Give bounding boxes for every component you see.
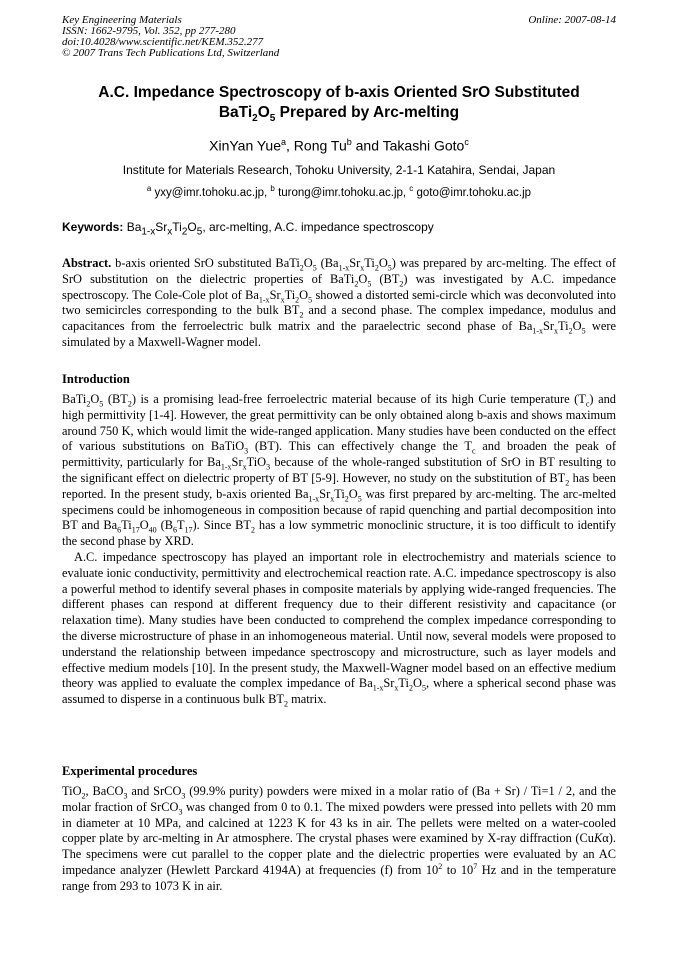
author-name: XinYan Yue bbox=[209, 137, 282, 154]
title-line-2: $BaTi_2O_5$ Prepared by Arc-melting bbox=[218, 104, 460, 125]
abstract bbox=[62, 256, 616, 351]
author-list: XinYan Yue$^a$, Rong Tu$^b$ and Takashi Goto$^c$ bbox=[209, 137, 469, 154]
experimental-body bbox=[62, 784, 616, 895]
issn-line: ISSN: 1662-9795, Vol. 352, pp 277-280 bbox=[62, 25, 236, 37]
email-link[interactable]: yxy@imr.tohoku.ac.jp, bbox=[151, 186, 271, 199]
copyright-line: © 2007 Trans Tech Publications Ltd, Switzerland bbox=[62, 47, 280, 59]
paper-title bbox=[62, 83, 616, 129]
paragraph: TiO$_2$, BaCO$_3$ and SrCO$_3$ (99.9% purity) powders were mixed in a molar ratio of (Ba + Sr) / Ti=1 / 2, and the molar fraction of SrCO$_3$ was changed from 0 to 0.1. The mixed powders were pressed into pellets with 20 mm in diameter at 10 MPa, and calcined at 1223 K for 43 ks in air. The pellets were melted on a water-cooled copper plate by arc-melting in Ar atmosphere. The crystal phases were examined by X-ray diffraction (CuKα). The specimens were cut parallel to the copper plate and the dielectric properties were evaluated by an AC impedance analyzer (Hewlett Parckard 4194A) at frequencies (f) from $10^2$ to $10^7$ Hz and in the temperature range from 293 to 1073 K in air. bbox=[62, 784, 617, 893]
paragraph: $BaTi_2O_5$ $(BT_2)$ is a promising lead-free ferroelectric material because of its high Curie temperature $(T_c)$ and high permittivity [1-4]. However, the great permittivity can be only obtained along b-axis and shows maximum around 750 K, which would limit the wide-ranged application. Many studies have been conducted on the effect of various substitutions on BaTiO$_3$ (BT). This can effectively change the $T_c$ and broaden the peak of permittivity, particularly for $Ba_{1-x}Sr_xTiO_3$ because of the whole-ranged substitution of SrO in BT resulting to the significant effect on dielectric property of BT [5-9]. However, no study on the substitution of $BT_2$ has been reported. In the present study, b-axis oriented $Ba_{1-x}Sr_xTi_2O_5$ was first prepared by arc-melting. The arc-melted specimens could be inhomogeneous in composition because of rapid quenching and partial decomposition into BT and $Ba_6Ti_{17}O_{40}$ $(B_6T_{17})$. Since $BT_2$ has a low symmetric monoclinic structure, it is too difficult to identify the second phase by XRD. bbox=[62, 392, 616, 549]
abstract-text: b-axis oriented SrO substituted $BaTi_2O_5$ $(Ba_{1-x}Sr_xTi_2O_5)$ was prepared by arc-melting. The effect of SrO substitution on the dielectric properties of $BaTi_2O_5$ $(BT_2)$ was investigated by A.C. impedance spectroscopy. The Cole-Cole plot of $Ba_{1-x}Sr_xTi_2O_5$ showed a distorted semi-circle which was deconvoluted into two semicircles corresponding to the bulk $BT_2$ and a second phase. The complex impedance, modulus and capacitances from the ferroelectric bulk matrix and the paraelectric second phase of $Ba_{1-x}Sr_xTi_2O_5$ were simulated by a Maxwell-Wagner model. bbox=[62, 256, 616, 349]
introduction-body bbox=[62, 392, 616, 708]
keywords bbox=[62, 220, 616, 237]
online-date: Online: 2007-08-14 bbox=[528, 14, 616, 26]
keywords-label: Keywords: bbox=[62, 220, 124, 234]
email-link[interactable]: turong@imr.tohoku.ac.jp, bbox=[274, 186, 410, 199]
section-heading-introduction: Introduction bbox=[62, 372, 130, 386]
email-link[interactable]: goto@imr.tohoku.ac.jp bbox=[413, 186, 532, 199]
title-line-1: A.C. Impedance Spectroscopy of b-axis Oriented SrO Substituted bbox=[98, 84, 580, 101]
affiliation: Institute for Materials Research, Tohoku University, 2-1-1 Katahira, Sendai, Japan bbox=[122, 163, 556, 177]
journal-header bbox=[62, 15, 616, 59]
journal-name: Key Engineering Materials bbox=[62, 14, 182, 26]
email-list: $^a$ yxy@imr.tohoku.ac.jp, $^b$ turong@imr.tohoku.ac.jp, $^c$ goto@imr.tohoku.ac.jp bbox=[146, 184, 532, 199]
paragraph: A.C. impedance spectroscopy has played an important role in electrochemistry and materials science to evaluate ionic conductivity, permittivity and electrochemical reaction rate. A.C. impedance spectroscopy is also a powerful method to identify several phases in composite materials by applying wide-ranged frequencies. The different phases can respond at different frequency due to their different resistivity and capacitance (or relaxation time). Many studies have been conducted to comprehend the complex impedance corresponding to the diverse microstructure of phase in an inhomogeneous material. Until now, several models were proposed to understand the relationship between impedance spectroscopy and microstructure, such as layer models and effective medium models [10]. In the present study, the Maxwell-Wagner model based on an effective medium theory was applied to evaluate the complex impedance of $Ba_{1-x}Sr_xTi_2O_5$, where a spherical second phase was assumed to disperse in a continuous bulk $BT_2$ matrix. bbox=[62, 549, 616, 709]
doi-line: doi:10.4028/www.scientific.net/KEM.352.277 bbox=[62, 36, 264, 48]
abstract-label: Abstract. bbox=[62, 256, 112, 270]
section-heading-experimental: Experimental procedures bbox=[62, 764, 198, 778]
keywords-text: $Ba_{1-x}Sr_xTi_2O_5$, arc-melting, A.C. impedance spectroscopy bbox=[123, 220, 434, 238]
